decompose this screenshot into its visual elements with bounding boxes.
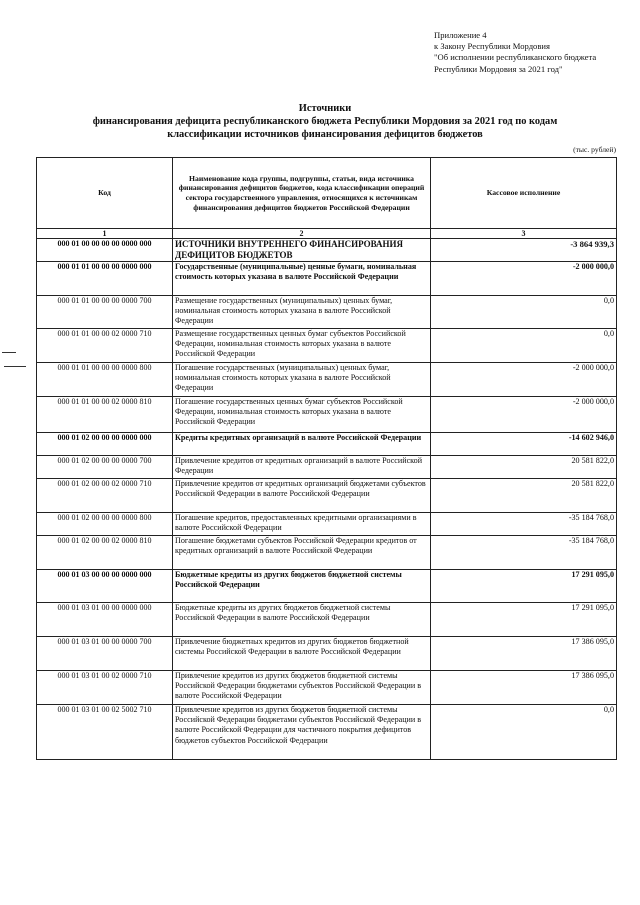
row-amount: 17 386 095,0 xyxy=(431,671,617,705)
row-name: Привлечение кредитов из других бюджетов бюджетной системы Российской Федерации бюджетами субъектов Российской Федерации в валюте Российской Федерации xyxy=(173,671,431,705)
row-name: Погашение бюджетами субъектов Российской Федерации кредитов от кредитных организаций в валюте Российской Федерации xyxy=(173,536,431,570)
sources-table xyxy=(36,157,617,760)
table-row xyxy=(37,456,617,479)
annex-line: Республики Мордовия за 2021 год" xyxy=(434,63,563,74)
row-name: Кредиты кредитных организаций в валюте Российской Федерации xyxy=(173,433,431,456)
row-amount: 20 581 822,0 xyxy=(431,479,617,513)
header-name: Наименование кода группы, подгруппы, статьи, вида источника финансирования дефицитов бюджетов, кода классификации операций сектора государственного управления, относящихся к источникам финансирования дефицитов бюджетов Российской Федерации xyxy=(173,158,431,229)
row-code: 000 01 02 00 00 00 0000 700 xyxy=(37,456,173,479)
row-name: Привлечение бюджетных кредитов из других бюджетов бюджетной системы Российской Федерации в валюте Российской Федерации xyxy=(173,637,431,671)
table-row xyxy=(37,397,617,433)
row-name: Бюджетные кредиты из других бюджетов бюджетной системы Российской Федерации в валюте Российской Федерации xyxy=(173,603,431,637)
annex-line: к Закону Республики Мордовия xyxy=(434,41,550,52)
title-line-1: Источники xyxy=(298,103,352,114)
row-code: 000 01 03 01 00 02 0000 710 xyxy=(37,671,173,705)
document-title xyxy=(40,102,610,141)
row-code: 000 01 02 00 00 00 0000 800 xyxy=(37,513,173,536)
table-row xyxy=(37,513,617,536)
header-code: Код xyxy=(37,158,173,229)
row-amount: -2 000 000,0 xyxy=(431,262,617,296)
row-name: Погашение государственных (муниципальных) ценных бумаг, номинальная стоимость которых указана в валюте Российской Федерации xyxy=(173,363,431,397)
row-code: 000 01 02 00 00 02 0000 810 xyxy=(37,536,173,570)
row-amount: 0,0 xyxy=(431,296,617,329)
units-label: (тыс. рублей) xyxy=(573,145,616,154)
table-row xyxy=(37,296,617,329)
annex-line: "Об исполнении республиканского бюджета xyxy=(434,52,597,63)
table-row xyxy=(37,705,617,760)
row-code: 000 01 03 01 00 02 5002 710 xyxy=(37,705,173,760)
table-row xyxy=(37,329,617,363)
row-amount: -3 864 939,3 xyxy=(431,239,617,262)
row-name: Государственные (муниципальные) ценные бумаги, номинальная стоимость которых указана в валюте Российской Федерации xyxy=(173,262,431,296)
row-amount: 17 291 095,0 xyxy=(431,570,617,603)
row-amount: 0,0 xyxy=(431,329,617,363)
row-amount: -2 000 000,0 xyxy=(431,397,617,433)
row-amount: 0,0 xyxy=(431,705,617,760)
table-row xyxy=(37,433,617,456)
row-code: 000 01 03 00 00 00 0000 000 xyxy=(37,570,173,603)
row-code: 000 01 01 00 00 00 0000 700 xyxy=(37,296,173,329)
table-row xyxy=(37,570,617,603)
row-code: 000 01 01 00 00 00 0000 000 xyxy=(37,262,173,296)
row-name: Привлечение кредитов от кредитных организаций бюджетами субъектов Российской Федерации в валюте Российской Федерации xyxy=(173,479,431,513)
row-code: 000 01 00 00 00 00 0000 000 xyxy=(37,239,173,262)
row-name: Привлечение кредитов от кредитных организаций в валюте Российской Федерации xyxy=(173,456,431,479)
table-row xyxy=(37,637,617,671)
row-name: Бюджетные кредиты из других бюджетов бюджетной системы Российской Федерации xyxy=(173,570,431,603)
row-code: 000 01 03 01 00 00 0000 700 xyxy=(37,637,173,671)
row-amount: -14 602 946,0 xyxy=(431,433,617,456)
row-code: 000 01 01 00 00 02 0000 710 xyxy=(37,329,173,363)
row-name: Привлечение кредитов из других бюджетов бюджетной системы Российской Федерации бюджетами субъектов Российской Федерации в валюте Российской Федерации для частичного покрытия дефицитов бюджетов субъектов Российской Федерации xyxy=(173,705,431,760)
row-name: Размещение государственных ценных бумаг субъектов Российской Федерации, номинальная стоимость которых указана в валюте Российской Федерации xyxy=(173,329,431,363)
table-row xyxy=(37,603,617,637)
row-name: Размещение государственных (муниципальных) ценных бумаг, номинальная стоимость которых указана в валюте Российской Федерации xyxy=(173,296,431,329)
table-row xyxy=(37,671,617,705)
margin-mark xyxy=(4,366,26,367)
table-row xyxy=(37,479,617,513)
column-number: 1 xyxy=(37,229,173,239)
table-row xyxy=(37,536,617,570)
row-amount: 17 386 095,0 xyxy=(431,637,617,671)
row-amount: 20 581 822,0 xyxy=(431,456,617,479)
annex-block xyxy=(434,30,634,75)
row-amount: -35 184 768,0 xyxy=(431,536,617,570)
table-row xyxy=(37,262,617,296)
table-row xyxy=(37,363,617,397)
title-line-2: финансирования дефицита республиканского бюджета Республики Мордовия за 2021 год по кодам xyxy=(92,116,558,127)
table-row xyxy=(37,239,617,262)
title-line-3: классификации источников финансирования дефицитов бюджетов xyxy=(167,129,483,140)
row-code: 000 01 02 00 00 00 0000 000 xyxy=(37,433,173,456)
row-name: ИСТОЧНИКИ ВНУТРЕННЕГО ФИНАНСИРОВАНИЯ ДЕФИЦИТОВ БЮДЖЕТОВ xyxy=(173,239,431,262)
row-code: 000 01 01 00 00 02 0000 810 xyxy=(37,397,173,433)
column-number: 3 xyxy=(431,229,617,239)
annex-line: Приложение 4 xyxy=(434,30,487,40)
row-code: 000 01 01 00 00 00 0000 800 xyxy=(37,363,173,397)
row-name: Погашение государственных ценных бумаг субъектов Российской Федерации, номинальная стоимость которых указана в валюте Российской Федерации xyxy=(173,397,431,433)
row-code: 000 01 03 01 00 00 0000 000 xyxy=(37,603,173,637)
margin-mark xyxy=(2,352,16,353)
header-amount: Кассовое исполнение xyxy=(431,158,617,229)
row-amount: -2 000 000,0 xyxy=(431,363,617,397)
row-amount: 17 291 095,0 xyxy=(431,603,617,637)
column-number: 2 xyxy=(173,229,431,239)
row-name: Погашение кредитов, предоставленных кредитными организациями в валюте Российской Федерации xyxy=(173,513,431,536)
row-code: 000 01 02 00 00 02 0000 710 xyxy=(37,479,173,513)
row-amount: -35 184 768,0 xyxy=(431,513,617,536)
